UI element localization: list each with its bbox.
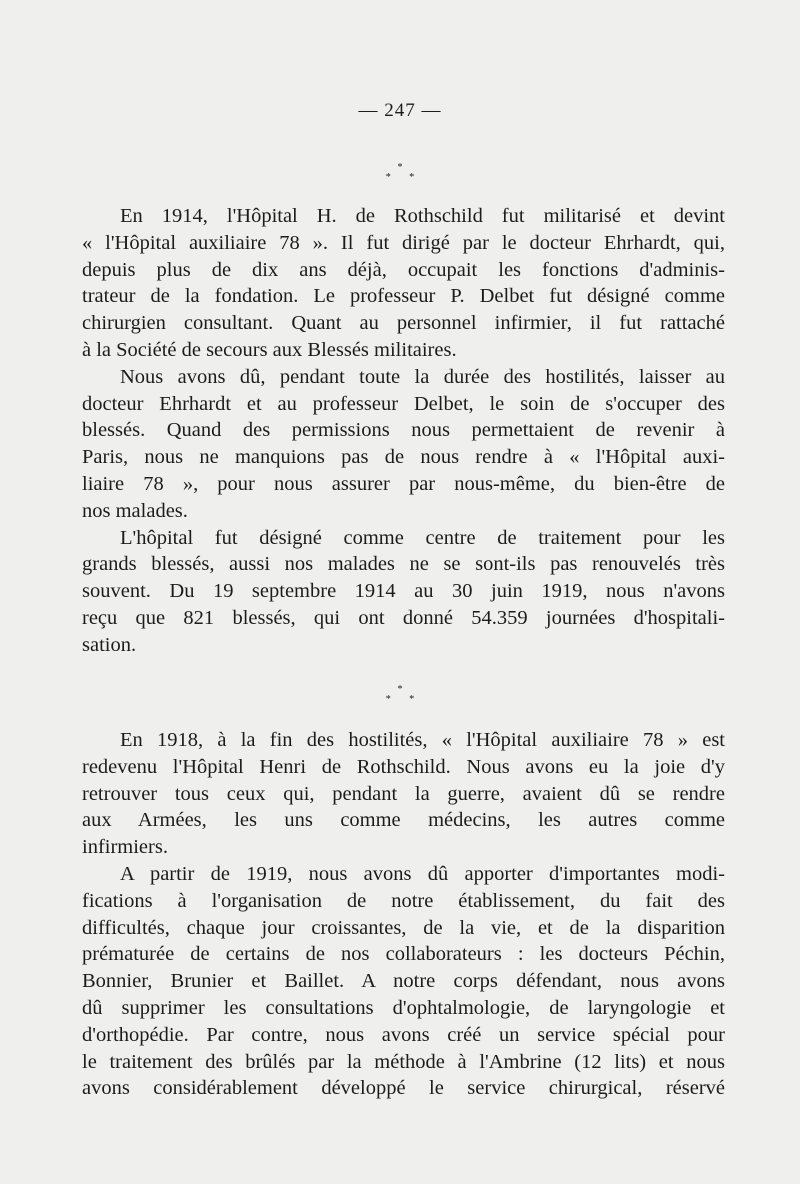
text-line: docteur Ehrhardt et au professeur Delbet, le soin de s'occuper des: [82, 392, 725, 415]
text-line: liaire 78 », pour nous assurer par nous-même, du bien-être de: [82, 472, 725, 495]
section-separator-asterism: [0, 163, 800, 183]
text-line: retrouver tous ceux qui, pendant la guerre, avaient dû se rendre: [82, 782, 725, 805]
text-line: depuis plus de dix ans déjà, occupait les fonctions d'adminis-: [82, 258, 725, 281]
text-line: le traitement des brûlés par la méthode à l'Ambrine (12 lits) et nous: [82, 1050, 725, 1073]
text-line: avons considérablement développé le service chirurgical, réservé: [82, 1077, 725, 1100]
text-line: à la Société de secours aux Blessés militaires.: [82, 338, 457, 361]
section-separator-asterism: [0, 685, 800, 705]
text-line: dû supprimer les consultations d'ophtalmologie, de laryngologie et: [82, 996, 725, 1019]
text-line: infirmiers.: [82, 836, 168, 859]
text-line: difficultés, chaque jour croissantes, de la vie, et de la disparition: [82, 916, 725, 939]
text-line: redevenu l'Hôpital Henri de Rothschild. Nous avons eu la joie d'y: [82, 755, 725, 778]
section-2-text: [82, 727, 725, 1102]
text-line: Paris, nous ne manquions pas de nous rendre à « l'Hôpital auxi-: [82, 446, 725, 469]
separator-bottom-stars: * *: [385, 694, 423, 705]
text-line: En 1918, à la fin des hostilités, « l'Hôpital auxiliaire 78 » est: [120, 729, 725, 751]
text-line: chirurgien consultant. Quant au personnel infirmier, il fut rattaché: [82, 312, 725, 335]
text-line: En 1914, l'Hôpital H. de Rothschild fut militarisé et devint: [120, 205, 725, 227]
text-line: blessés. Quand des permissions nous permettaient de revenir à: [82, 419, 725, 442]
text-line: d'orthopédie. Par contre, nous avons créé un service spécial pour: [82, 1023, 725, 1046]
text-line: « l'Hôpital auxiliaire 78 ». Il fut dirigé par le docteur Ehrhardt, qui,: [82, 231, 725, 254]
text-line: L'hôpital fut désigné comme centre de traitement pour les: [120, 526, 725, 549]
text-line: trateur de la fondation. Le professeur P. Delbet fut désigné comme: [82, 285, 725, 308]
separator-top-star: *: [397, 684, 403, 695]
text-line: reçu que 821 blessés, qui ont donné 54.359 journées d'hospitali-: [82, 606, 725, 629]
page-number: — 247 —: [358, 100, 442, 121]
separator-bottom-stars: * *: [385, 172, 423, 183]
text-line: A partir de 1919, nous avons dû apporter d'importantes modi-: [120, 862, 725, 885]
text-line: nos malades.: [82, 499, 188, 522]
section-1-text: [82, 203, 725, 659]
text-line: souvent. Du 19 septembre 1914 au 30 juin 1919, nous n'avons: [82, 580, 725, 603]
text-line: aux Armées, les uns comme médecins, les autres comme: [82, 809, 725, 832]
separator-top-star: *: [397, 162, 403, 173]
text-line: sation.: [82, 633, 137, 656]
text-line: Bonnier, Brunier et Baillet. A notre corps défendant, nous avons: [82, 970, 725, 993]
text-line: grands blessés, aussi nos malades ne se sont-ils pas renouvelés très: [82, 553, 725, 576]
text-line: prématurée de certains de nos collaborateurs : les docteurs Péchin,: [82, 943, 725, 966]
text-line: Nous avons dû, pendant toute la durée des hostilités, laisser au: [120, 365, 725, 388]
text-line: fications à l'organisation de notre établissement, du fait des: [82, 889, 725, 912]
